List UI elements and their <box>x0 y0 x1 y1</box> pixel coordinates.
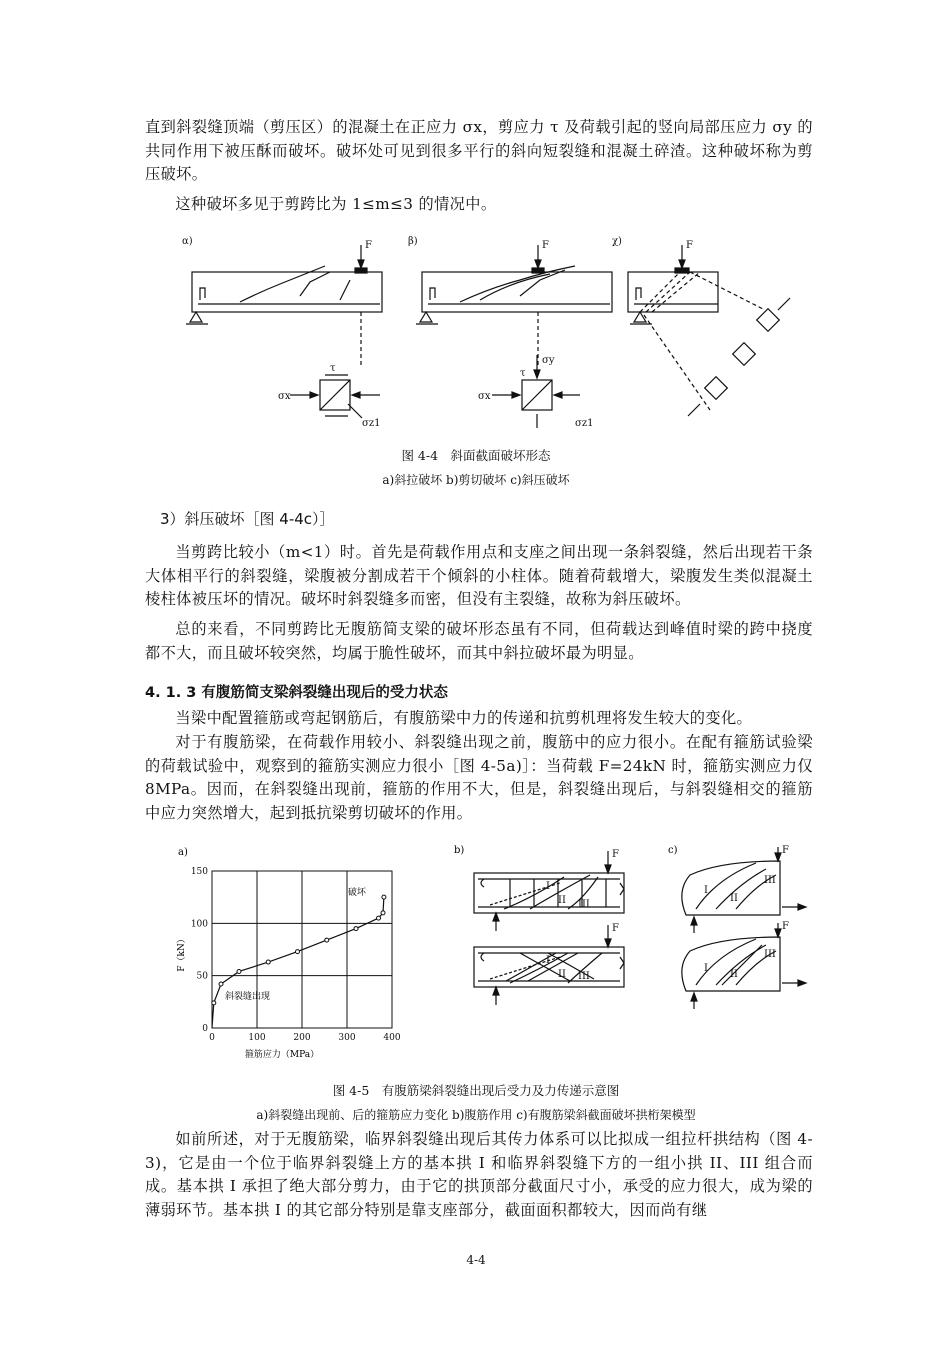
beam-a <box>192 272 382 312</box>
figure-4-5-caption: 图 4-5 有腹筋梁斜裂缝出现后受力及力传递示意图 <box>332 1083 620 1098</box>
chart-xlabel: 箍筋应力（MPa） <box>244 1050 320 1060</box>
fig45b-arch-2-bottom: II <box>558 969 566 980</box>
fig45c-arch-1-top: I <box>704 885 708 896</box>
chart-data-point <box>377 916 381 920</box>
chart-y-tick-label: 150 <box>190 867 208 877</box>
annotation-crack-appears: 斜裂缝出现 <box>225 991 271 1002</box>
chart-data-point <box>266 960 270 964</box>
chart-data-point <box>212 1001 216 1005</box>
fig45b-force-bottom: F <box>612 923 619 934</box>
chart-x-tick-label: 100 <box>248 1033 266 1043</box>
paragraph-arch-model: 如前所述，对于无腹筋梁，临界斜裂缝出现后其传力体系可以比拟成一组拉杆拱结构（图 4-3)，它是由一个位于临界斜裂缝上方的基本拱 I 和临界斜裂缝下方的一组小拱 II、III 组合而成。基本拱 I 承担了绝大部分剪力，由于它的拱顶部分截面尺寸小，承受的应力很大，成为梁的薄弱环节。基本拱 I 的其它部分特别是靠支座部分，截面面积都较大，因而尚有继 <box>145 1130 813 1219</box>
figure-4-4 <box>180 230 820 435</box>
fig45c-arch-2-top: II <box>730 893 738 904</box>
paragraph-shear-compression: 直到斜裂缝顶端（剪压区）的混凝土在正应力 σx，剪应力 τ 及荷载引起的竖向局部压应力 σy 的共同作用下被压酥而破坏。破坏处可见到很多平行的斜向短裂缝和混凝土碎渣。这种破坏称为剪压破坏。 <box>145 118 813 183</box>
fig45b-arch-1-top: I <box>546 881 550 892</box>
heading-4-1-3: 4. 1. 3 有腹筋简支梁斜裂缝出现后的受力状态 <box>145 685 448 701</box>
fig45-label-a: a) <box>178 847 188 858</box>
fig44-label-a: α) <box>182 236 193 247</box>
fig44-sigma-x-b: σx <box>478 391 491 402</box>
fig45-label-c: c) <box>668 845 678 856</box>
chart-data-point <box>381 911 385 915</box>
fig45c-force-top: F <box>782 845 789 856</box>
chart-y-tick-label: 0 <box>202 1024 208 1034</box>
fig45b-arch-1-bottom: I <box>546 955 550 966</box>
chart-data-point <box>219 982 223 986</box>
chart-data-point <box>325 938 329 942</box>
fig44-sigma-x-a: σx <box>278 391 291 402</box>
fig45b-force-top: F <box>612 849 619 860</box>
fig45c-arch-3-bottom: III <box>764 949 776 960</box>
chart-data-point <box>354 927 358 931</box>
fig45b-arch-3-top: III <box>578 899 590 910</box>
paragraph-summary-brittle: 总的来看，不同剪跨比无腹筋简支梁的破坏形态虽有不同，但荷载达到峰值时梁的跨中挠度都不大，而且破坏较突然，均属于脆性破坏，而其中斜拉破坏最为明显。 <box>145 620 813 662</box>
fig44-force-c: F <box>686 240 693 251</box>
paragraph-web-reinforcement: 当梁中配置箍筋或弯起钢筋后，有腹筋梁中力的传递和抗剪机理将发生较大的变化。 <box>175 709 753 727</box>
fig44-sigma-z1-b: σz1 <box>575 418 594 429</box>
fig45c-force-bottom: F <box>782 921 789 932</box>
chart-x-tick-label: 0 <box>209 1033 215 1043</box>
chart-y-tick-label: 100 <box>190 919 208 930</box>
fig45b-arch-3-bottom: III <box>578 971 590 982</box>
fig44-tau-a: τ <box>330 363 336 374</box>
chart-data-point <box>296 950 300 954</box>
fig44-force-b: F <box>542 240 549 251</box>
annotation-failure: 破坏 <box>347 888 366 899</box>
fig45c-arch-2-bottom: II <box>730 969 738 980</box>
fig44-label-b: β) <box>408 236 418 247</box>
paragraph-shear-span-range: 这种破坏多见于剪跨比为 1≤m≤3 的情况中。 <box>175 195 497 213</box>
fig45b-arch-2-top: II <box>558 895 566 906</box>
beam-b <box>422 272 612 312</box>
fig45c-arch-3-top: III <box>764 875 776 886</box>
heading-diagonal-compression: 3）斜压破坏［图 4-4c）］ <box>160 510 335 528</box>
fig44-force-a: F <box>365 240 372 251</box>
fig45-label-b: b) <box>454 845 465 856</box>
paragraph-diagonal-compression: 当剪跨比较小（m<1）时。首先是荷载作用点和支座之间出现一条斜裂缝，然后出现若干条大体相平行的斜裂缝，梁腹被分割成若干个倾斜的小柱体。随着荷载增大，梁腹发生类似混凝土棱柱体被压坏的情况。破坏时斜裂缝多而密，但没有主裂缝，故称为斜压破坏。 <box>145 543 813 608</box>
chart-x-tick-label: 300 <box>338 1033 356 1043</box>
figure-4-5a-chart <box>172 843 412 1068</box>
paragraph-stirrup-stress: 对于有腹筋梁，在荷载作用较小、斜裂缝出现之前，腹筋中的应力很小。在配有箍筋试验梁的荷载试验中，观察到的箍筋实测应力很小［图 4-5a)］：当荷载 F=24kN 时，箍筋实测应力仅 8MPa。因而，在斜裂缝出现前，箍筋的作用不大，但是，斜裂缝出现后，与斜裂缝相交的箍筋中应力突然增大，起到抵抗梁剪切破坏的作用。 <box>145 733 813 822</box>
chart-x-tick-label: 400 <box>383 1033 401 1043</box>
fig44-sigma-y-b: σy <box>542 355 555 366</box>
fig44-tau-b: τ <box>520 368 526 379</box>
chart-x-tick-label: 200 <box>293 1033 311 1043</box>
figure-4-4-subcaption: a)斜拉破坏 b)剪切破坏 c)斜压破坏 <box>382 473 570 487</box>
chart-y-tick-label: 50 <box>196 971 208 982</box>
page-number: 4-4 <box>466 1253 486 1267</box>
figure-4-5b <box>450 843 650 1023</box>
chart-data-point <box>382 895 386 899</box>
fig44-sigma-z1-a: σz1 <box>362 418 381 429</box>
fig45c-arch-1-bottom: I <box>704 963 708 974</box>
figure-4-4-caption: 图 4-4 斜面截面破坏形态 <box>401 448 551 463</box>
stirrup-stress-curve <box>212 897 384 1028</box>
figure-4-5c <box>660 843 820 1023</box>
fig44-label-c: χ) <box>612 236 622 247</box>
figure-4-5-subcaption: a)斜裂缝出现前、后的箍筋应力变化 b)腹筋作用 c)有腹筋梁斜截面破坏拱桁架模型 <box>256 1108 696 1122</box>
chart-data-point <box>237 969 241 973</box>
chart-ylabel: F（kN） <box>177 934 187 972</box>
